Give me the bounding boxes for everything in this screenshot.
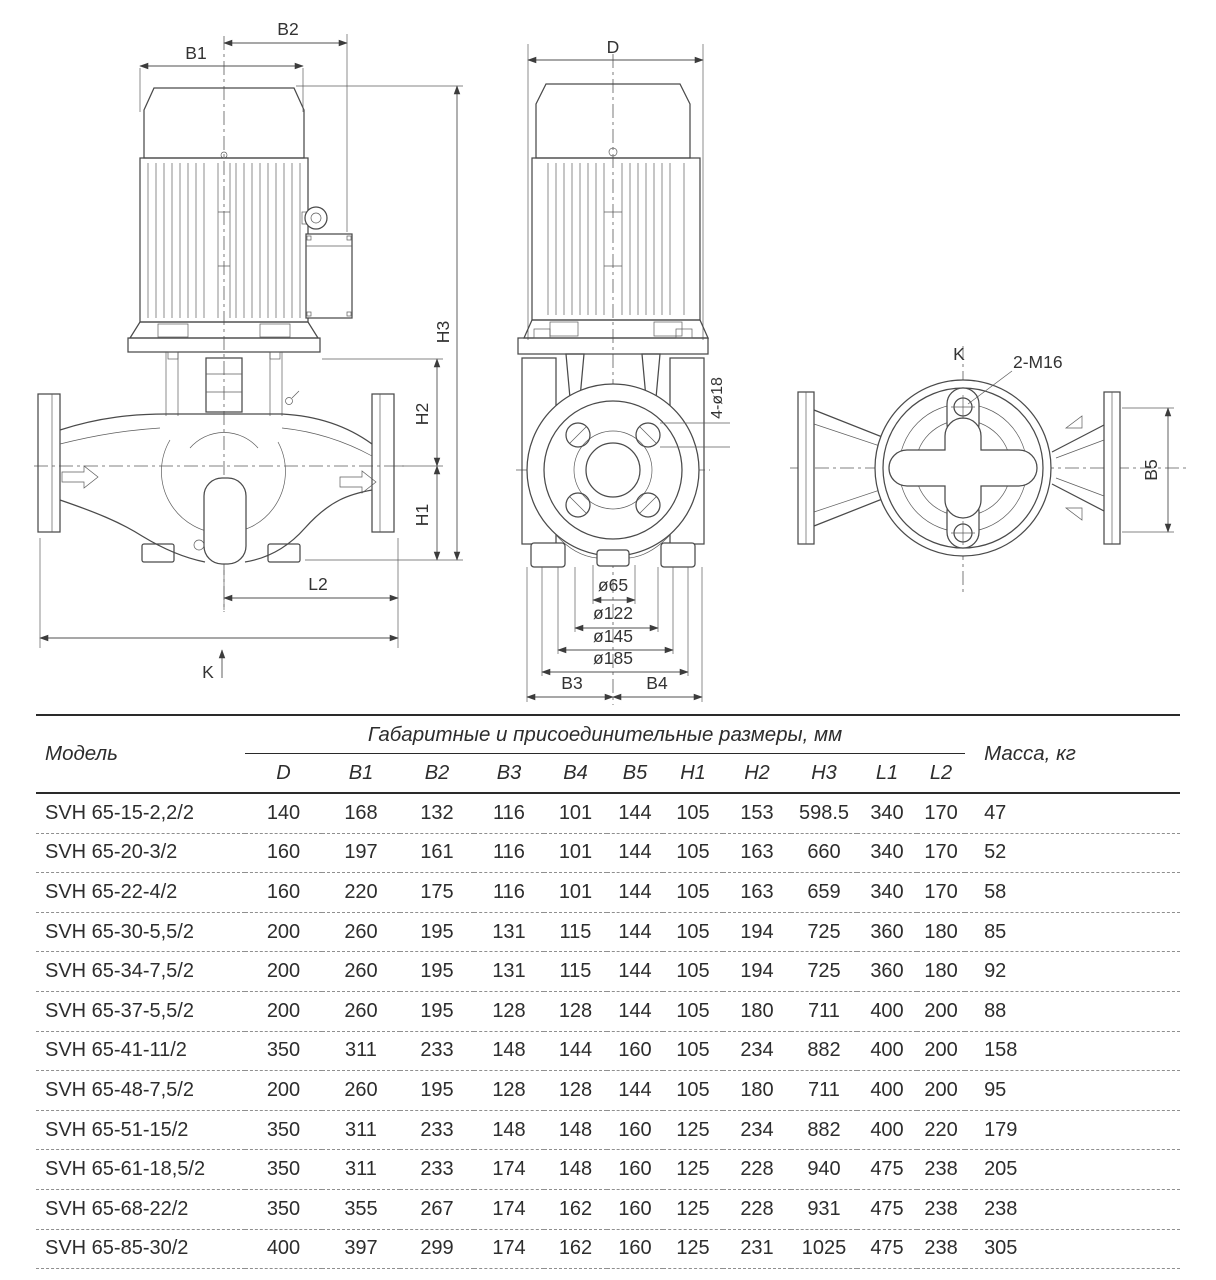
dimension-cell: 168 [322,793,400,833]
dimension-cell: 200 [245,952,322,992]
model-cell: SVH 65-68-22/2 [36,1189,245,1229]
dimension-cell: 144 [607,991,663,1031]
dim-label-dia65: ø65 [597,575,629,595]
dim-label-b3: B3 [561,673,583,693]
dimension-cell: 170 [917,793,965,833]
column-header-d: D [245,754,322,794]
dimension-cell: 299 [400,1229,474,1269]
dim-label-dia185: ø185 [593,648,633,668]
dimension-cell: 311 [322,1031,400,1071]
dimension-cell: 162 [544,1229,607,1269]
dimension-cell: 260 [322,991,400,1031]
mass-cell: 52 [965,833,1180,873]
dimension-cell: 105 [663,991,723,1031]
model-cell: SVH 65-22-4/2 [36,873,245,913]
dimension-cell: 180 [723,1071,791,1111]
table-row [36,952,1180,992]
dimension-cell: 228 [723,1150,791,1190]
dimension-cell: 144 [544,1031,607,1071]
dimension-cell: 140 [245,793,322,833]
mass-cell: 85 [965,912,1180,952]
dimension-cell: 160 [607,1189,663,1229]
model-cell: SVH 65-30-5,5/2 [36,912,245,952]
dimension-cell: 200 [917,1071,965,1111]
thread-label-2m16: 2-M16 [1013,352,1063,372]
dimension-cell: 160 [607,1150,663,1190]
model-cell: SVH 65-20-3/2 [36,833,245,873]
dimension-cell: 194 [723,912,791,952]
dimension-cell: 711 [791,991,857,1031]
dimension-cell: 115 [544,952,607,992]
dimension-cell: 195 [400,991,474,1031]
dimension-cell: 475 [857,1150,917,1190]
column-header-l1: L1 [857,754,917,794]
table-row [36,912,1180,952]
dim-label-b2: B2 [277,19,299,39]
column-header-b4: B4 [544,754,607,794]
dimension-cell: 238 [917,1150,965,1190]
dimension-cell: 200 [245,912,322,952]
column-header-b5: B5 [607,754,663,794]
dim-label-dia145: ø145 [593,626,633,646]
side-view-drawing [34,19,463,682]
dimension-cell: 170 [917,873,965,913]
dim-label-d: D [606,37,620,57]
dimension-cell: 260 [322,912,400,952]
dimension-cell: 144 [607,793,663,833]
dimension-cell: 101 [544,873,607,913]
table-body [36,793,1180,1269]
dimension-cell: 360 [857,952,917,992]
table-row [36,991,1180,1031]
dimension-cell: 228 [723,1189,791,1229]
model-cell: SVH 65-37-5,5/2 [36,991,245,1031]
dimension-table [36,714,1180,1269]
dim-label-bolt-holes: 4-ø18 [709,377,726,419]
table-row [36,1031,1180,1071]
dimension-cell: 725 [791,912,857,952]
dimension-cell: 200 [917,1031,965,1071]
dimension-cell: 598.5 [791,793,857,833]
mass-cell: 179 [965,1110,1180,1150]
model-cell: SVH 65-34-7,5/2 [36,952,245,992]
pump-dimensions-table [36,714,1180,1269]
dimension-cell: 260 [322,952,400,992]
table-row [36,1150,1180,1190]
dimension-cell: 882 [791,1031,857,1071]
flow-arrow [62,466,98,488]
dimension-cell: 397 [322,1229,400,1269]
dim-label-h3: H3 [433,320,453,344]
dimension-cell: 180 [917,912,965,952]
dimension-cell: 340 [857,873,917,913]
dimension-cell: 170 [917,833,965,873]
dimension-cell: 160 [245,873,322,913]
dimension-cell: 105 [663,873,723,913]
dimension-cell: 350 [245,1110,322,1150]
column-header-b2: B2 [400,754,474,794]
dimension-cell: 267 [400,1189,474,1229]
dimension-cell: 1025 [791,1229,857,1269]
model-cell: SVH 65-48-7,5/2 [36,1071,245,1111]
dimension-cell: 105 [663,1031,723,1071]
dimension-cell: 116 [474,873,544,913]
dimension-cell: 175 [400,873,474,913]
dimension-cell: 148 [544,1110,607,1150]
dimension-cell: 360 [857,912,917,952]
mass-cell: 47 [965,793,1180,833]
dimension-cell: 195 [400,952,474,992]
dimension-cell: 238 [917,1189,965,1229]
mass-cell: 58 [965,873,1180,913]
dimension-cell: 400 [857,1071,917,1111]
view-label-k: K [953,344,965,364]
dimension-cell: 195 [400,912,474,952]
top-view-drawing [790,344,1186,592]
dimension-cell: 144 [607,912,663,952]
table-row [36,793,1180,833]
dimension-cell: 220 [917,1110,965,1150]
dimension-cell: 148 [474,1110,544,1150]
dimension-cell: 350 [245,1150,322,1190]
dimension-cell: 115 [544,912,607,952]
table-row [36,1110,1180,1150]
dimension-cell: 101 [544,793,607,833]
dimension-cell: 105 [663,1071,723,1111]
dimension-cell: 148 [474,1031,544,1071]
dimension-cell: 725 [791,952,857,992]
dimension-cell: 161 [400,833,474,873]
dimension-cell: 475 [857,1229,917,1269]
model-cell: SVH 65-41-11/2 [36,1031,245,1071]
dimension-cell: 105 [663,793,723,833]
dimension-cell: 174 [474,1150,544,1190]
dim-label-b4: B4 [646,673,668,693]
dimension-cell: 160 [607,1229,663,1269]
dimension-cell: 659 [791,873,857,913]
dimension-cell: 194 [723,952,791,992]
table-row [36,1229,1180,1269]
dimension-cell: 180 [917,952,965,992]
dimension-cell: 174 [474,1189,544,1229]
dimension-cell: 128 [474,991,544,1031]
dimension-cell: 125 [663,1150,723,1190]
mass-cell: 95 [965,1071,1180,1111]
dimension-cell: 355 [322,1189,400,1229]
table-row [36,1071,1180,1111]
dimension-cell: 163 [723,833,791,873]
dimension-cell: 400 [245,1229,322,1269]
dimension-cell: 180 [723,991,791,1031]
column-header-mass: Масса, кг [965,715,1180,793]
dimension-cell: 311 [322,1150,400,1190]
dim-label-b5: B5 [1141,459,1161,481]
model-cell: SVH 65-61-18,5/2 [36,1150,245,1190]
dimension-cell: 144 [607,1071,663,1111]
dimension-cell: 195 [400,1071,474,1111]
dimension-cell: 260 [322,1071,400,1111]
dimension-cell: 660 [791,833,857,873]
dimension-cell: 128 [474,1071,544,1111]
dimension-cell: 882 [791,1110,857,1150]
column-header-h1: H1 [663,754,723,794]
dimension-cell: 125 [663,1110,723,1150]
dimension-cell: 125 [663,1229,723,1269]
dimension-cell: 340 [857,793,917,833]
dimension-cell: 153 [723,793,791,833]
column-header-model: Модель [36,715,245,793]
dimension-cell: 350 [245,1189,322,1229]
dimension-cell: 132 [400,793,474,833]
front-view-drawing [516,37,730,705]
dimension-cell: 200 [245,991,322,1031]
table-row [36,873,1180,913]
column-header-b3: B3 [474,754,544,794]
dimension-cell: 101 [544,833,607,873]
dim-label-h2: H2 [412,402,432,426]
mass-cell: 205 [965,1150,1180,1190]
dimension-cell: 940 [791,1150,857,1190]
dimension-cell: 105 [663,952,723,992]
dimension-cell: 131 [474,952,544,992]
mass-cell: 92 [965,952,1180,992]
dimension-cell: 711 [791,1071,857,1111]
model-cell: SVH 65-85-30/2 [36,1229,245,1269]
mass-cell: 305 [965,1229,1180,1269]
column-header-b1: B1 [322,754,400,794]
dimension-cell: 174 [474,1229,544,1269]
dimension-cell: 125 [663,1189,723,1229]
column-header-h3: H3 [791,754,857,794]
dimension-cell: 160 [245,833,322,873]
dimension-cell: 162 [544,1189,607,1229]
table-row [36,1189,1180,1229]
dimension-cell: 116 [474,833,544,873]
dimension-cell: 144 [607,873,663,913]
dimension-cell: 233 [400,1150,474,1190]
dim-label-b1: B1 [185,43,207,63]
dimension-cell: 238 [917,1229,965,1269]
view-direction-label-k: K [202,662,214,682]
dimension-cell: 105 [663,833,723,873]
dimension-cell: 144 [607,952,663,992]
dim-label-h1: H1 [412,503,432,527]
group-header-dimensions: Габаритные и присоединительные размеры, мм [245,715,965,754]
model-cell: SVH 65-51-15/2 [36,1110,245,1150]
dimension-cell: 400 [857,991,917,1031]
dimension-cell: 340 [857,833,917,873]
dim-label-l2: L2 [308,574,328,594]
dimension-cell: 200 [917,991,965,1031]
dimension-cell: 200 [245,1071,322,1111]
mass-cell: 158 [965,1031,1180,1071]
column-header-l2: L2 [917,754,965,794]
dimension-cell: 350 [245,1031,322,1071]
dimension-cell: 231 [723,1229,791,1269]
dimension-cell: 148 [544,1150,607,1190]
dimension-cell: 234 [723,1110,791,1150]
dimension-cell: 400 [857,1110,917,1150]
model-cell: SVH 65-15-2,2/2 [36,793,245,833]
table-row [36,833,1180,873]
column-header-h2: H2 [723,754,791,794]
dimension-cell: 234 [723,1031,791,1071]
mass-cell: 88 [965,991,1180,1031]
dimension-cell: 131 [474,912,544,952]
dimension-cell: 220 [322,873,400,913]
dimension-cell: 233 [400,1110,474,1150]
dimension-cell: 163 [723,873,791,913]
dimension-cell: 128 [544,1071,607,1111]
dimension-cell: 160 [607,1031,663,1071]
dimension-cell: 931 [791,1189,857,1229]
dimension-cell: 400 [857,1031,917,1071]
mass-cell: 238 [965,1189,1180,1229]
dimension-cell: 128 [544,991,607,1031]
dimension-cell: 233 [400,1031,474,1071]
dimension-cell: 475 [857,1189,917,1229]
dim-label-dia122: ø122 [593,603,633,623]
dimension-cell: 197 [322,833,400,873]
dimension-cell: 160 [607,1110,663,1150]
dimension-cell: 144 [607,833,663,873]
dimension-cell: 116 [474,793,544,833]
dimension-cell: 311 [322,1110,400,1150]
dimension-cell: 105 [663,912,723,952]
